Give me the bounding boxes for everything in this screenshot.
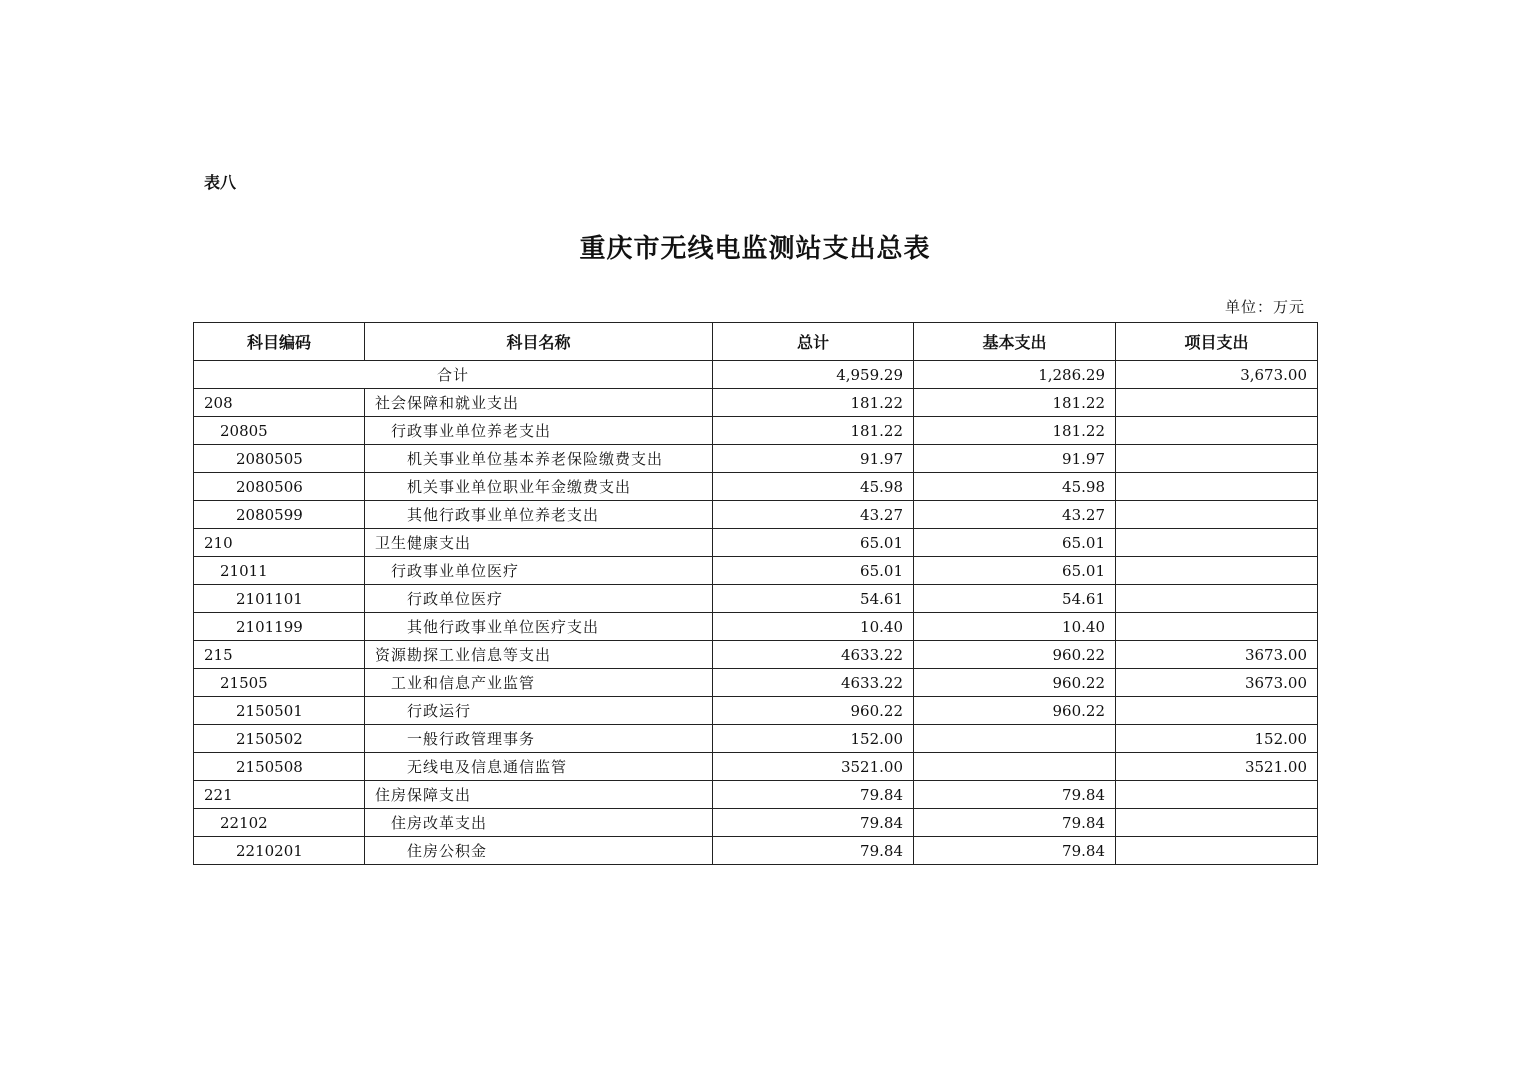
row-project-expenditure — [1116, 417, 1318, 445]
table-row — [194, 809, 1318, 837]
row-basic-expenditure: 43.27 — [914, 501, 1116, 529]
header-total: 总计 — [713, 323, 914, 361]
page-title-text: 重庆市无线电监测站支出总表 — [579, 234, 931, 264]
row-subject-code: 2150508 — [194, 753, 365, 781]
row-total: 960.22 — [713, 697, 914, 725]
row-subject-code: 2150502 — [194, 725, 365, 753]
row-total: 3521.00 — [713, 753, 914, 781]
row-project-expenditure — [1116, 837, 1318, 865]
row-basic-expenditure: 960.22 — [914, 697, 1116, 725]
row-subject-name: 住房改革支出 — [365, 809, 713, 837]
row-basic-expenditure: 79.84 — [914, 809, 1116, 837]
row-subject-code: 2080599 — [194, 501, 365, 529]
table-row — [194, 725, 1318, 753]
total-row-total: 4,959.29 — [713, 361, 914, 389]
total-row — [194, 361, 1318, 389]
row-subject-name: 其他行政事业单位养老支出 — [365, 501, 713, 529]
total-row-project: 3,673.00 — [1116, 361, 1318, 389]
row-subject-code: 2150501 — [194, 697, 365, 725]
row-total: 181.22 — [713, 417, 914, 445]
row-subject-name: 卫生健康支出 — [365, 529, 713, 557]
header-basic-expenditure: 基本支出 — [914, 323, 1116, 361]
table-number-label: 表八 — [204, 173, 237, 192]
row-subject-code: 210 — [194, 529, 365, 557]
row-subject-name: 行政运行 — [365, 697, 713, 725]
row-basic-expenditure — [914, 725, 1116, 753]
table-header-row — [194, 323, 1318, 361]
row-subject-name: 行政事业单位养老支出 — [365, 417, 713, 445]
row-project-expenditure — [1116, 473, 1318, 501]
row-basic-expenditure: 91.97 — [914, 445, 1116, 473]
row-total: 79.84 — [713, 837, 914, 865]
row-project-expenditure — [1116, 809, 1318, 837]
row-basic-expenditure: 10.40 — [914, 613, 1116, 641]
table-row — [194, 585, 1318, 613]
row-subject-code: 2080506 — [194, 473, 365, 501]
row-project-expenditure — [1116, 613, 1318, 641]
row-basic-expenditure: 45.98 — [914, 473, 1116, 501]
row-subject-code: 2080505 — [194, 445, 365, 473]
row-total: 65.01 — [713, 557, 914, 585]
row-subject-code: 22102 — [194, 809, 365, 837]
row-subject-name: 工业和信息产业监管 — [365, 669, 713, 697]
row-subject-name: 一般行政管理事务 — [365, 725, 713, 753]
row-project-expenditure — [1116, 697, 1318, 725]
row-subject-name: 住房保障支出 — [365, 781, 713, 809]
row-project-expenditure: 3521.00 — [1116, 753, 1318, 781]
row-project-expenditure: 152.00 — [1116, 725, 1318, 753]
row-total: 91.97 — [713, 445, 914, 473]
row-subject-code: 221 — [194, 781, 365, 809]
row-subject-code: 2210201 — [194, 837, 365, 865]
row-total: 65.01 — [713, 529, 914, 557]
row-total: 10.40 — [713, 613, 914, 641]
row-subject-code: 21011 — [194, 557, 365, 585]
row-basic-expenditure: 54.61 — [914, 585, 1116, 613]
row-subject-name: 机关事业单位基本养老保险缴费支出 — [365, 445, 713, 473]
row-subject-code: 21505 — [194, 669, 365, 697]
row-basic-expenditure: 960.22 — [914, 641, 1116, 669]
page-title — [0, 228, 1520, 265]
row-total: 54.61 — [713, 585, 914, 613]
row-project-expenditure — [1116, 557, 1318, 585]
total-row-label: 合计 — [194, 361, 713, 389]
table-row — [194, 389, 1318, 417]
table-row — [194, 445, 1318, 473]
row-subject-name: 行政事业单位医疗 — [365, 557, 713, 585]
row-basic-expenditure: 181.22 — [914, 417, 1116, 445]
row-project-expenditure — [1116, 445, 1318, 473]
row-subject-name: 无线电及信息通信监管 — [365, 753, 713, 781]
expenditure-table — [193, 322, 1318, 865]
row-project-expenditure — [1116, 501, 1318, 529]
table-row — [194, 641, 1318, 669]
row-subject-code: 215 — [194, 641, 365, 669]
row-basic-expenditure: 181.22 — [914, 389, 1116, 417]
row-total: 43.27 — [713, 501, 914, 529]
row-basic-expenditure: 79.84 — [914, 837, 1116, 865]
table-row — [194, 501, 1318, 529]
row-total: 152.00 — [713, 725, 914, 753]
row-subject-name: 机关事业单位职业年金缴费支出 — [365, 473, 713, 501]
row-subject-code: 20805 — [194, 417, 365, 445]
row-total: 4633.22 — [713, 641, 914, 669]
table-row — [194, 417, 1318, 445]
unit-label: 单位：万元 — [1224, 298, 1305, 316]
row-subject-name: 社会保障和就业支出 — [365, 389, 713, 417]
row-project-expenditure: 3673.00 — [1116, 669, 1318, 697]
table-row — [194, 669, 1318, 697]
row-subject-code: 208 — [194, 389, 365, 417]
row-subject-code: 2101199 — [194, 613, 365, 641]
table-row — [194, 697, 1318, 725]
row-basic-expenditure: 65.01 — [914, 529, 1116, 557]
total-row-basic: 1,286.29 — [914, 361, 1116, 389]
row-basic-expenditure: 960.22 — [914, 669, 1116, 697]
row-subject-code: 2101101 — [194, 585, 365, 613]
table-row — [194, 753, 1318, 781]
table-row — [194, 557, 1318, 585]
table-row — [194, 473, 1318, 501]
row-total: 181.22 — [713, 389, 914, 417]
row-total: 79.84 — [713, 781, 914, 809]
table-row — [194, 613, 1318, 641]
header-subject-name: 科目名称 — [365, 323, 713, 361]
table-row — [194, 781, 1318, 809]
header-project-expenditure: 项目支出 — [1116, 323, 1318, 361]
table-row — [194, 529, 1318, 557]
row-project-expenditure — [1116, 585, 1318, 613]
table-row — [194, 837, 1318, 865]
header-subject-code: 科目编码 — [194, 323, 365, 361]
row-total: 4633.22 — [713, 669, 914, 697]
row-project-expenditure — [1116, 529, 1318, 557]
row-total: 79.84 — [713, 809, 914, 837]
row-basic-expenditure: 79.84 — [914, 781, 1116, 809]
row-subject-name: 资源勘探工业信息等支出 — [365, 641, 713, 669]
row-basic-expenditure — [914, 753, 1116, 781]
row-project-expenditure — [1116, 781, 1318, 809]
row-subject-name: 行政单位医疗 — [365, 585, 713, 613]
row-project-expenditure: 3673.00 — [1116, 641, 1318, 669]
row-total: 45.98 — [713, 473, 914, 501]
row-project-expenditure — [1116, 389, 1318, 417]
row-subject-name: 其他行政事业单位医疗支出 — [365, 613, 713, 641]
row-basic-expenditure: 65.01 — [914, 557, 1116, 585]
row-subject-name: 住房公积金 — [365, 837, 713, 865]
